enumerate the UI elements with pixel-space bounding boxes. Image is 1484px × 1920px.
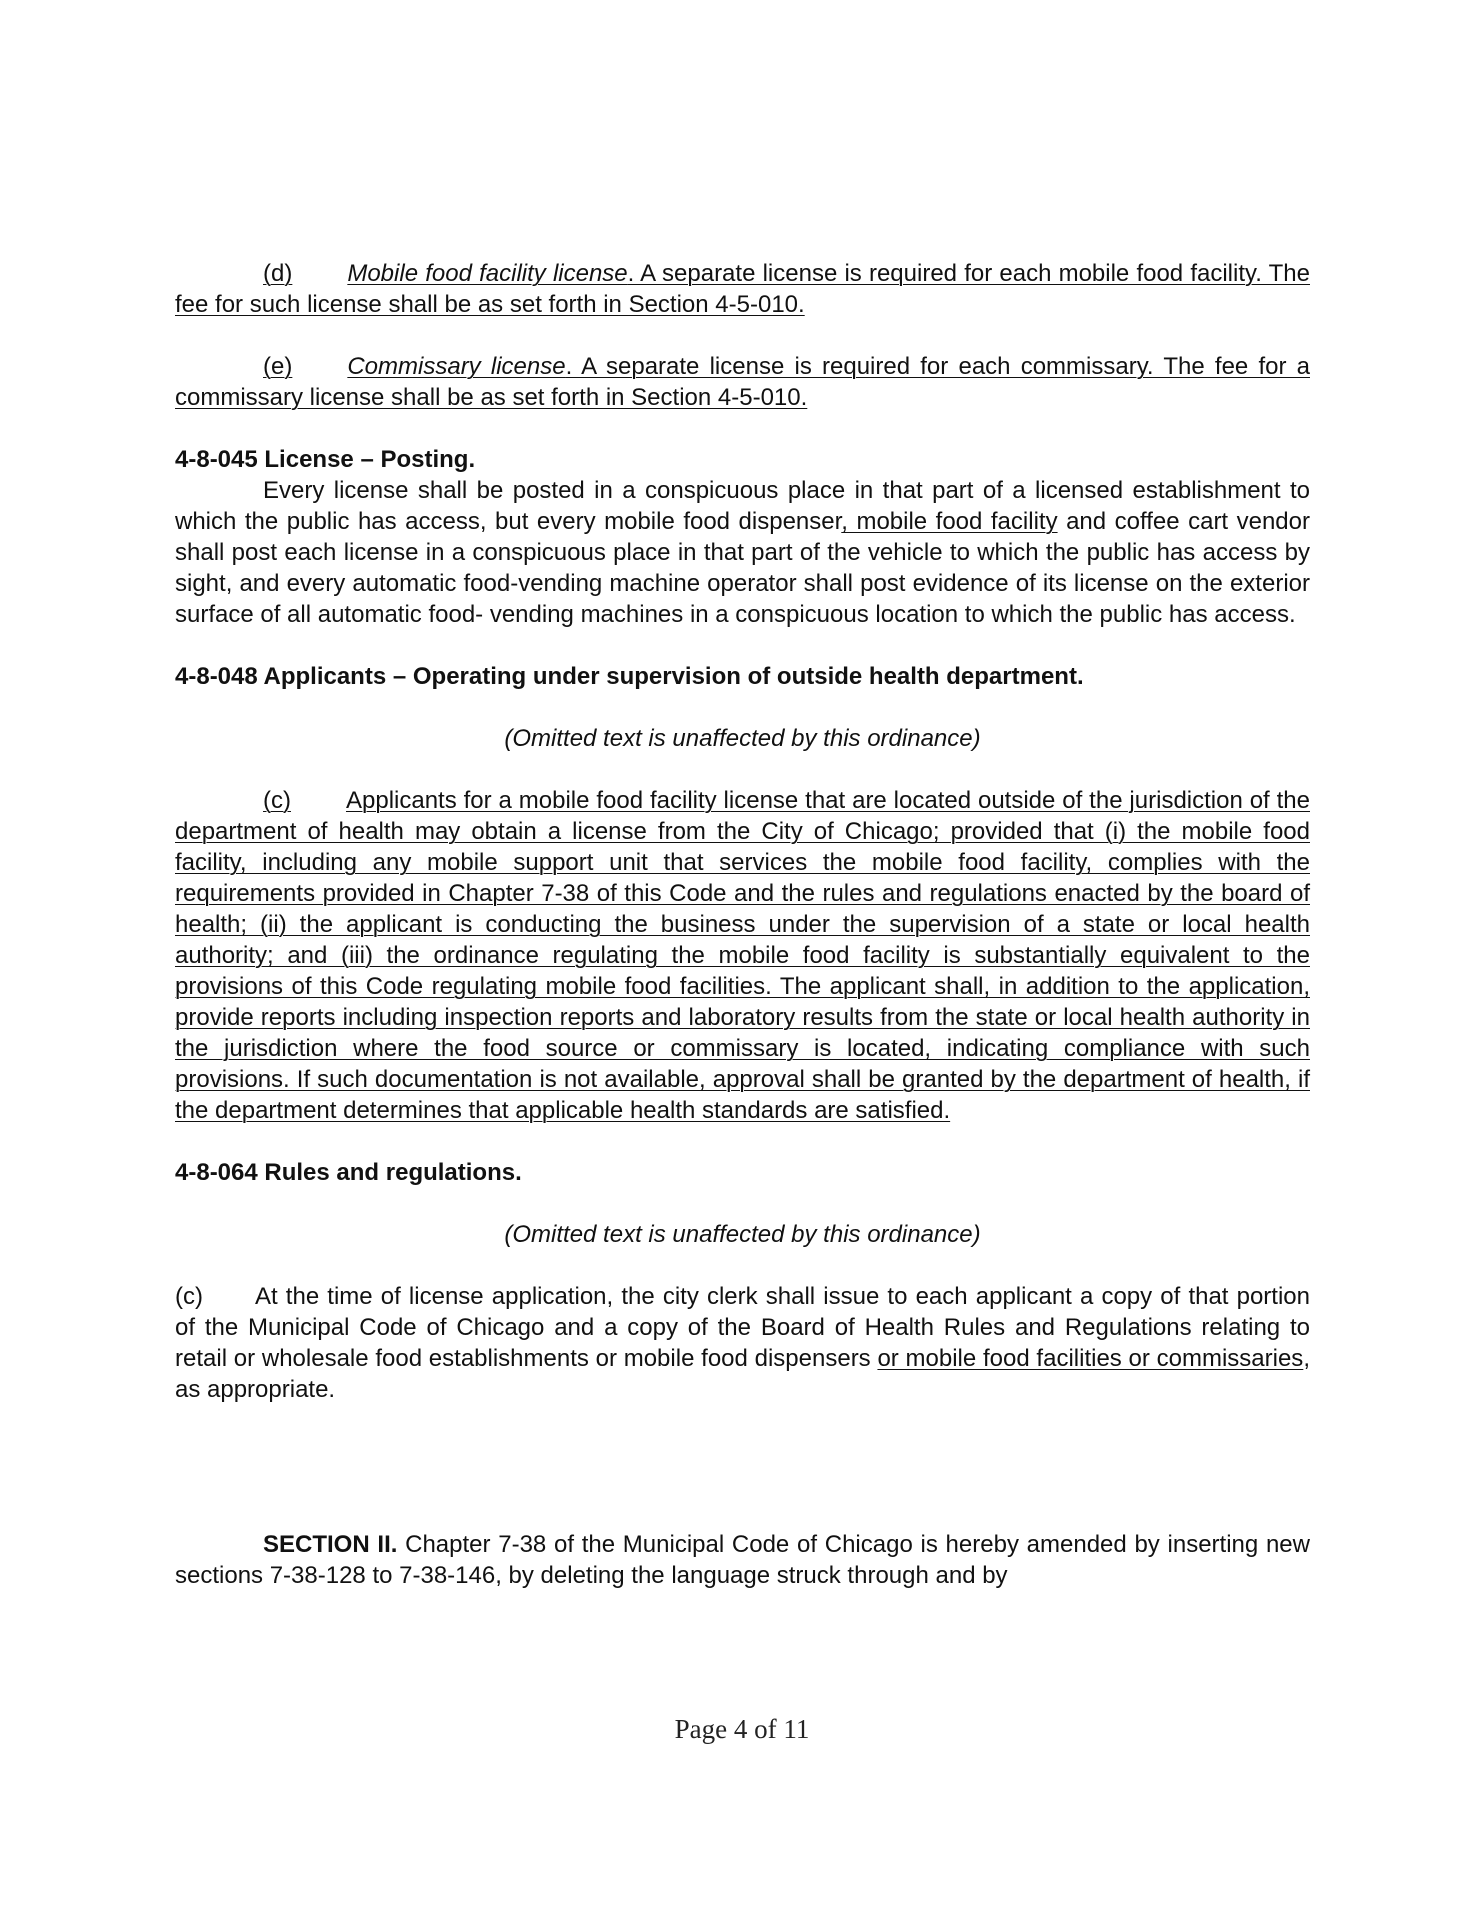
subsection-e: [175, 351, 1310, 413]
section-4-8-048-subsection-c: (c) Applicants for a mobile food facility license that are located outside of the jurisdiction of the department of health may obtain a license from the City of Chicago; provided that (i) the mobile food facility, including any mobile support unit that services the mobile food facility, complies with the requirements provided in Chapter 7-38 of this Code and the rules and regulations enacted by the board of health; (ii) the applicant is conducting the business under the supervision of a state or local health authority; and (iii) the ordinance regulating the mobile food facility is substantially equivalent to the provisions of this Code regulating mobile food facilities. The applicant shall, in addition to the application, provide reports including inspection reports and laboratory results from the state or local health authority in the jurisdiction where the food source or commissary is located, indicating compliance with such provisions. If such documentation is not available, approval shall be granted by the department of health, if the department determines that applicable health standards are satisfied.: [175, 787, 1310, 1124]
inserted-text: , mobile food facility: [841, 508, 1058, 535]
page-number: Page 4 of 11: [674, 1714, 810, 1744]
section-4-8-045-heading: 4-8-045 License – Posting.: [175, 446, 476, 473]
subsection-e-text: . A separate license is required for each commissary. The fee for a commissary license shall be as set forth in Section 4-5-010.: [175, 353, 1310, 411]
section-ii-label: SECTION II.: [263, 1531, 398, 1558]
subsection-d-title: Mobile food facility license: [347, 260, 628, 287]
section-ii-paragraph: SECTION II. Chapter 7-38 of the Municipal Code of Chicago is hereby amended by inserting new sections 7-38-128 to 7-38-146, by deleting the language struck through and by: [175, 1531, 1310, 1589]
omitted-note: (Omitted text is unaffected by this ordinance): [504, 725, 981, 752]
section-4-8-045-body: Every license shall be posted in a conspicuous place in that part of a licensed establishment to which the public has access, but every mobile food dispenser, mobile food facility and coffee cart vendor shall post each license in a conspicuous place in that part of the vehicle to which the public has access by sight, and every automatic food-vending machine operator shall post evidence of its license on the exterior surface of all automatic food- vending machines in a conspicuous location to which the public has access.: [175, 477, 1310, 628]
inserted-text: or mobile food facilities or commissaries: [877, 1345, 1304, 1372]
subsection-e-label: (e): [263, 353, 293, 380]
subsection-e-title: Commissary license: [347, 353, 566, 380]
subsection-d: [175, 258, 1310, 320]
subsection-d-text: . A separate license is required for each mobile food facility. The fee for such license shall be as set forth in Section 4-5-010.: [175, 260, 1310, 318]
document-body: [175, 258, 1310, 1591]
section-4-8-064-subsection-c: (c) At the time of license application, the city clerk shall issue to each applicant a copy of that portion of the Municipal Code of Chicago and a copy of the Board of Health Rules and Regulations relating to retail or wholesale food establishments or mobile food dispensers or mobile food facilities or commissaries, as appropriate.: [175, 1283, 1310, 1403]
section-4-8-048-heading: 4-8-048 Applicants – Operating under supervision of outside health department.: [175, 663, 1084, 690]
omitted-note: (Omitted text is unaffected by this ordinance): [504, 1221, 981, 1248]
section-4-8-064-heading: 4-8-064 Rules and regulations.: [175, 1159, 522, 1186]
subsection-d-label: (d): [263, 260, 293, 287]
